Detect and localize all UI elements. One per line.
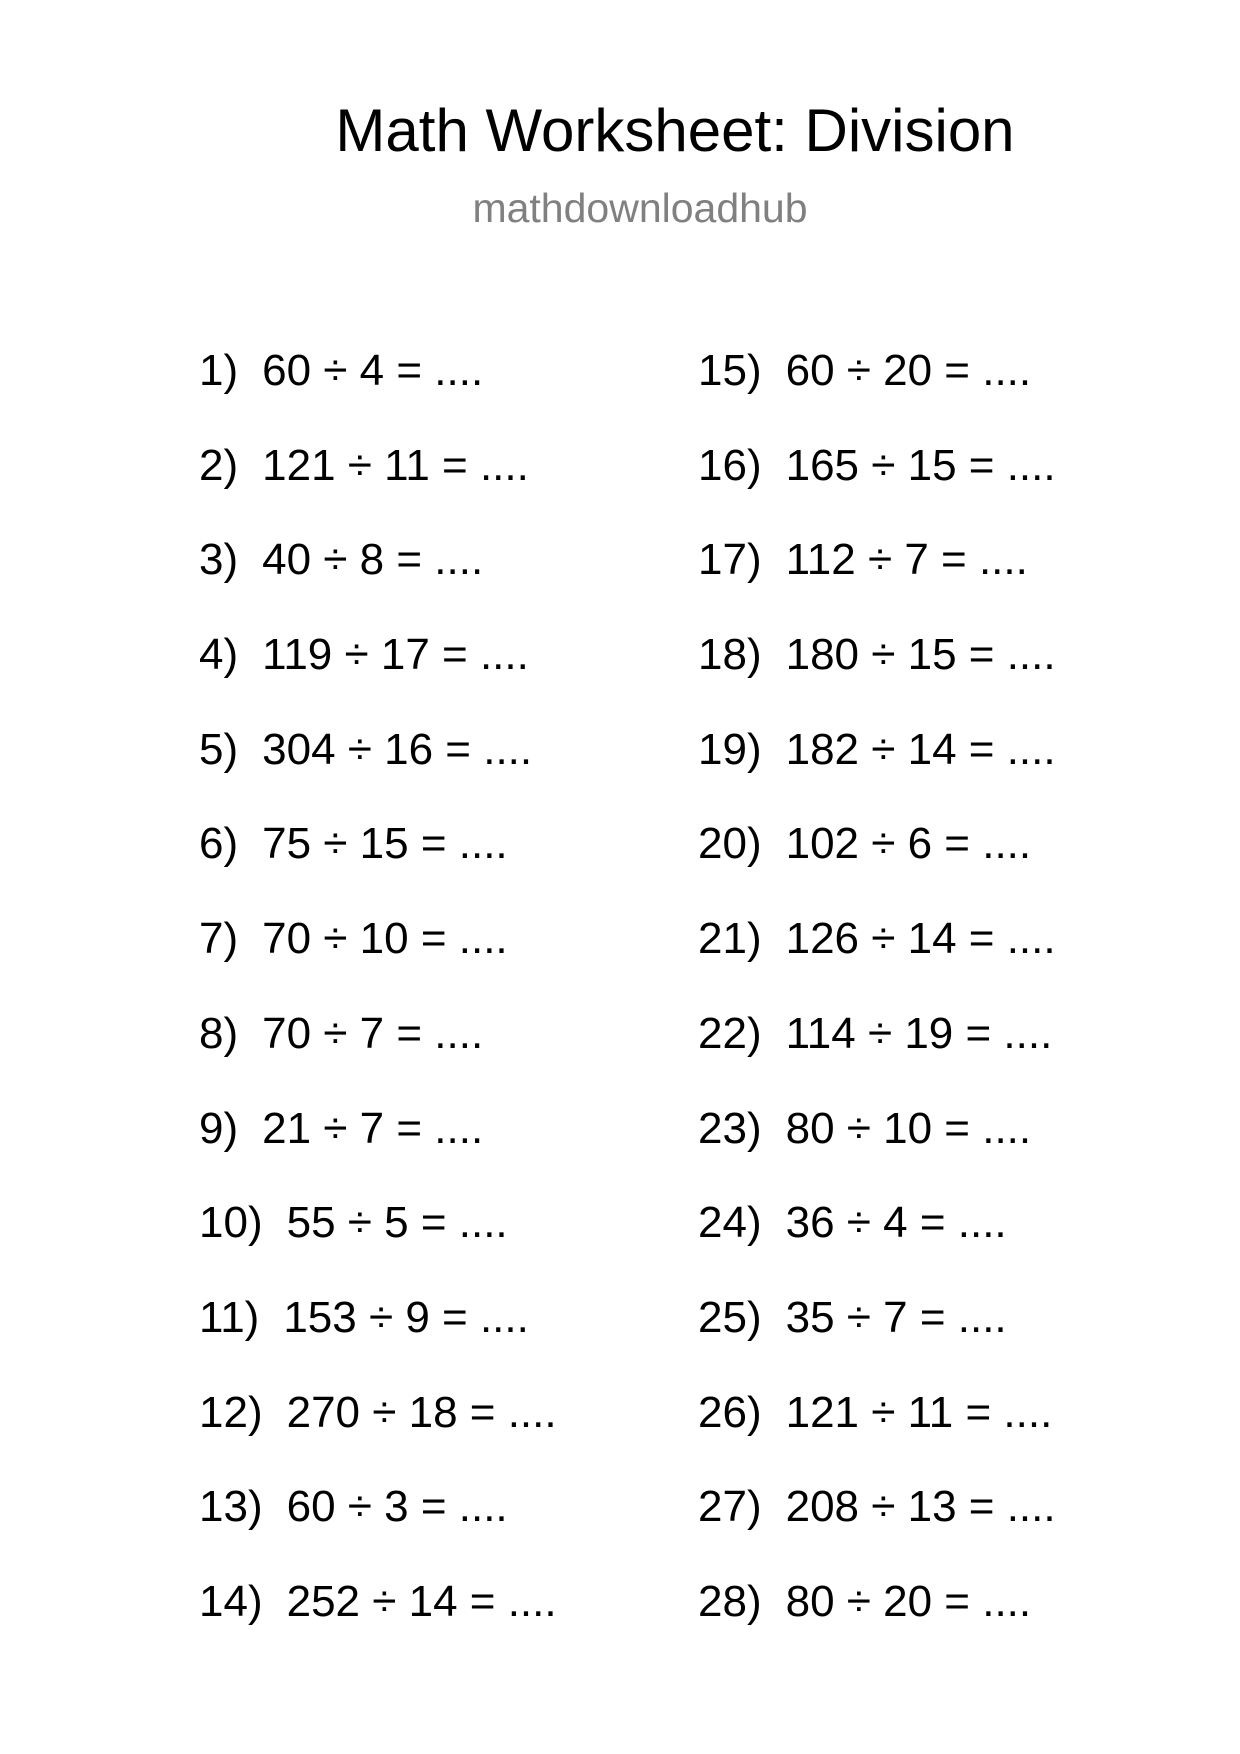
problem-number: 18) bbox=[698, 630, 762, 680]
problem-item bbox=[698, 535, 1056, 630]
problem-expression: 153 ÷ 9 = .... bbox=[283, 1292, 529, 1342]
problem-expression: 165 ÷ 15 = .... bbox=[785, 440, 1056, 490]
problem-expression: 180 ÷ 15 = .... bbox=[785, 630, 1056, 680]
problem-expression: 304 ÷ 16 = .... bbox=[262, 724, 533, 774]
problem-item bbox=[199, 535, 557, 630]
problem-number: 16) bbox=[698, 440, 762, 490]
problem-expression: 208 ÷ 13 = .... bbox=[785, 1482, 1056, 1532]
problem-expression: 80 ÷ 20 = .... bbox=[785, 1576, 1032, 1626]
problem-number: 10) bbox=[199, 1198, 263, 1248]
problem-expression: 119 ÷ 17 = .... bbox=[262, 630, 529, 680]
problem-item bbox=[698, 914, 1056, 1009]
problem-expression: 80 ÷ 10 = .... bbox=[785, 1103, 1032, 1153]
problem-number: 5) bbox=[199, 724, 239, 774]
problem-item bbox=[199, 819, 557, 914]
problem-expression: 21 ÷ 7 = .... bbox=[262, 1103, 484, 1153]
problem-expression: 121 ÷ 11 = .... bbox=[262, 440, 529, 490]
problem-number: 15) bbox=[698, 346, 762, 395]
problem-item bbox=[698, 1482, 1056, 1577]
problem-number: 13) bbox=[199, 1482, 263, 1532]
problem-number: 27) bbox=[698, 1482, 762, 1532]
problem-number: 11) bbox=[199, 1292, 260, 1342]
problem-number: 14) bbox=[199, 1576, 263, 1626]
problem-item bbox=[199, 914, 557, 1009]
problem-number: 8) bbox=[199, 1008, 239, 1058]
problem-item bbox=[698, 630, 1056, 725]
problem-item bbox=[698, 346, 1056, 441]
problem-number: 22) bbox=[698, 1008, 762, 1058]
problem-item bbox=[199, 1104, 557, 1199]
problem-expression: 102 ÷ 6 = .... bbox=[785, 819, 1032, 869]
page-subtitle: mathdownloadhub bbox=[472, 185, 808, 231]
problem-expression: 75 ÷ 15 = .... bbox=[262, 819, 508, 869]
problem-number: 6) bbox=[199, 819, 239, 869]
problem-item bbox=[199, 1198, 557, 1293]
problem-item bbox=[698, 1577, 1056, 1672]
problem-number: 25) bbox=[698, 1292, 762, 1342]
problem-number: 3) bbox=[199, 535, 239, 585]
problem-number: 17) bbox=[698, 535, 762, 585]
problem-item bbox=[199, 1293, 557, 1388]
problem-number: 1) bbox=[199, 346, 239, 395]
problem-number: 2) bbox=[199, 440, 239, 490]
problem-item bbox=[698, 441, 1056, 536]
problem-item bbox=[698, 819, 1056, 914]
problem-expression: 36 ÷ 4 = .... bbox=[785, 1198, 1007, 1248]
problem-number: 23) bbox=[698, 1103, 762, 1153]
problem-item bbox=[199, 441, 557, 536]
problem-number: 9) bbox=[199, 1103, 239, 1153]
page-title: Math Worksheet: Division bbox=[335, 97, 1015, 164]
problem-item bbox=[698, 1009, 1056, 1104]
problem-expression: 182 ÷ 14 = .... bbox=[785, 724, 1056, 774]
problem-item bbox=[199, 1482, 557, 1577]
problem-item bbox=[199, 630, 557, 725]
problem-number: 26) bbox=[698, 1387, 762, 1437]
problem-number: 7) bbox=[199, 914, 239, 964]
problem-expression: 35 ÷ 7 = .... bbox=[785, 1292, 1007, 1342]
problem-item bbox=[698, 1388, 1056, 1483]
problem-expression: 40 ÷ 8 = .... bbox=[262, 535, 484, 585]
problem-expression: 114 ÷ 19 = .... bbox=[785, 1008, 1053, 1058]
problem-item bbox=[199, 1577, 557, 1672]
problem-number: 12) bbox=[199, 1387, 263, 1437]
problem-number: 4) bbox=[199, 630, 239, 680]
problem-expression: 60 ÷ 4 = .... bbox=[262, 346, 484, 395]
problem-number: 21) bbox=[698, 914, 762, 964]
problem-item bbox=[698, 1293, 1056, 1388]
problem-item bbox=[199, 725, 557, 820]
problem-expression: 121 ÷ 11 = .... bbox=[785, 1387, 1053, 1437]
problem-item bbox=[199, 1388, 557, 1483]
problem-expression: 252 ÷ 14 = .... bbox=[286, 1576, 557, 1626]
problem-expression: 70 ÷ 7 = .... bbox=[262, 1008, 484, 1058]
problem-expression: 55 ÷ 5 = .... bbox=[286, 1198, 508, 1248]
problem-expression: 60 ÷ 3 = .... bbox=[286, 1482, 508, 1532]
problems-column-left bbox=[199, 346, 557, 1672]
problem-number: 28) bbox=[698, 1576, 762, 1626]
problem-expression: 126 ÷ 14 = .... bbox=[785, 914, 1056, 964]
problem-number: 19) bbox=[698, 724, 762, 774]
problem-item bbox=[698, 1198, 1056, 1293]
problem-expression: 60 ÷ 20 = .... bbox=[785, 346, 1032, 395]
problem-expression: 70 ÷ 10 = .... bbox=[262, 914, 508, 964]
problem-item bbox=[199, 1009, 557, 1104]
problem-number: 20) bbox=[698, 819, 762, 869]
problem-item bbox=[698, 1104, 1056, 1199]
problem-item bbox=[698, 725, 1056, 820]
problem-item bbox=[199, 346, 557, 441]
problems-column-right bbox=[698, 346, 1056, 1672]
problem-expression: 270 ÷ 18 = .... bbox=[286, 1387, 557, 1437]
problem-expression: 112 ÷ 7 = .... bbox=[785, 535, 1028, 585]
problem-number: 24) bbox=[698, 1198, 762, 1248]
